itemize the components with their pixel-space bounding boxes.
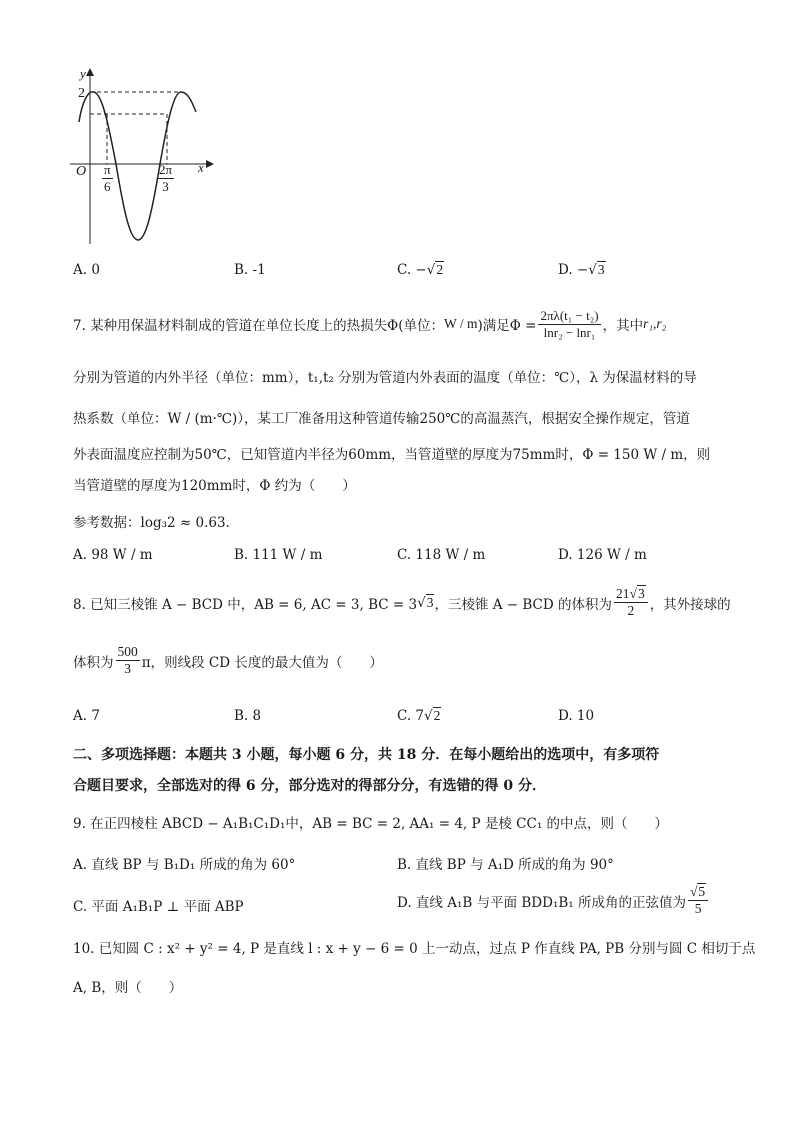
y-axis-label: y xyxy=(80,66,86,81)
x-tick-pi-6: $\frac{\pi}{6}$ xyxy=(104,162,111,194)
q8-option-a: A. 7 xyxy=(73,708,100,724)
section2-heading-line2: 合题目要求，全部选对的得 6 分，部分选对的得部分分，有选错的得 0 分． xyxy=(73,778,546,794)
q8-line2: 体积为 $\frac{500}{3}$ π，则线段 CD 长度的最大值为（ ） xyxy=(73,644,383,677)
q7-option-b: B. 111 W / m xyxy=(234,547,323,563)
q8-option-c: C. 7√2 xyxy=(397,708,441,724)
sine-curve xyxy=(79,92,196,240)
q9-option-c: C. 平面 A₁B₁P ⊥ 平面 ABP xyxy=(73,899,244,915)
q8-option-b: B. 8 xyxy=(234,708,262,724)
y-tick-label: 2 xyxy=(78,86,85,101)
x-tick-2pi-3: $\frac{2\pi}{3}$ xyxy=(159,162,173,194)
q8-option-d: D. 10 xyxy=(558,708,595,724)
q10-line1: 10. 已知圆 C : x² + y² = 4, P 是直线 l : x + y − 6 = 0 上一动点，过点 P 作直线 PA, PB 分别与圆 C 相切于点 xyxy=(73,941,756,957)
section2-heading-line1: 二、多项选择题：本题共 3 小题，每小题 6 分，共 18 分．在每小题给出的选项中，有多项符 xyxy=(73,747,660,763)
q10-line2: A, B，则（ ） xyxy=(73,980,183,996)
q6-option-d: D. −√3 xyxy=(558,262,605,278)
q7-line5: 当管道壁的厚度为120mm时，Φ 约为（ ） xyxy=(73,478,356,494)
q7-line4: 外表面温度应控制为50℃，已知管道内半径为60mm，当管道壁的厚度为75mm时，Φ = 150 W / m，则 xyxy=(73,447,711,463)
origin-label: O xyxy=(76,164,87,179)
x-axis-label: x xyxy=(198,160,204,175)
q7-option-a: A. 98 W / m xyxy=(73,547,153,563)
q7-reference: 参考数据：log₃2 ≈ 0.63. xyxy=(73,515,230,531)
q9-option-b: B. 直线 BP 与 A₁D 所成的角为 90° xyxy=(397,857,614,873)
q8-line1: 8. 已知三棱锥 A − BCD 中，AB = 6, AC = 3, BC = 3 √ 3 ，三棱锥 A − BCD 的体积为 $\frac{21√3}{2}$ ，其外接球的 xyxy=(73,586,731,619)
q7-option-c: C. 118 W / m xyxy=(397,547,486,563)
q6-option-b: B. -1 xyxy=(234,262,266,278)
q7-line3: 热系数（单位：W / (m·℃)），某工厂准备用这种管道传输250℃的高温蒸汽，根据安全操作规定，管道 xyxy=(73,411,690,427)
q9-stem: 9. 在正四棱柱 ABCD − A₁B₁C₁D₁中，AB = BC = 2, AA₁ = 4, P 是棱 CC₁ 的中点，则（ ） xyxy=(73,816,669,832)
q9-option-d: D. 直线 A₁B 与平面 BDD₁B₁ 所成角的正弦值为 $\frac{√5}{5}$ xyxy=(397,885,710,916)
q9-option-a: A. 直线 BP 与 B₁D₁ 所成的角为 60° xyxy=(73,857,296,873)
q6-option-a: A. 0 xyxy=(73,262,100,278)
q7-line2: 分别为管道的内外半径（单位：mm），t₁,t₂ 分别为管道内外表面的温度（单位：℃），λ 为保温材料的导 xyxy=(73,370,697,386)
q7-line1: 7. 某种用保温材料制成的管道在单位长度上的热损失Φ(单位： W / m )满足Φ = $\frac{\text{2πλ(t₁ − t₂)}}{\text{lnr₂ − lnr₁}}$ ，其中 r₁,r₂ xyxy=(73,308,667,340)
q6-option-c: C. −√2 xyxy=(397,262,444,278)
q7-option-d: D. 126 W / m xyxy=(558,547,647,563)
